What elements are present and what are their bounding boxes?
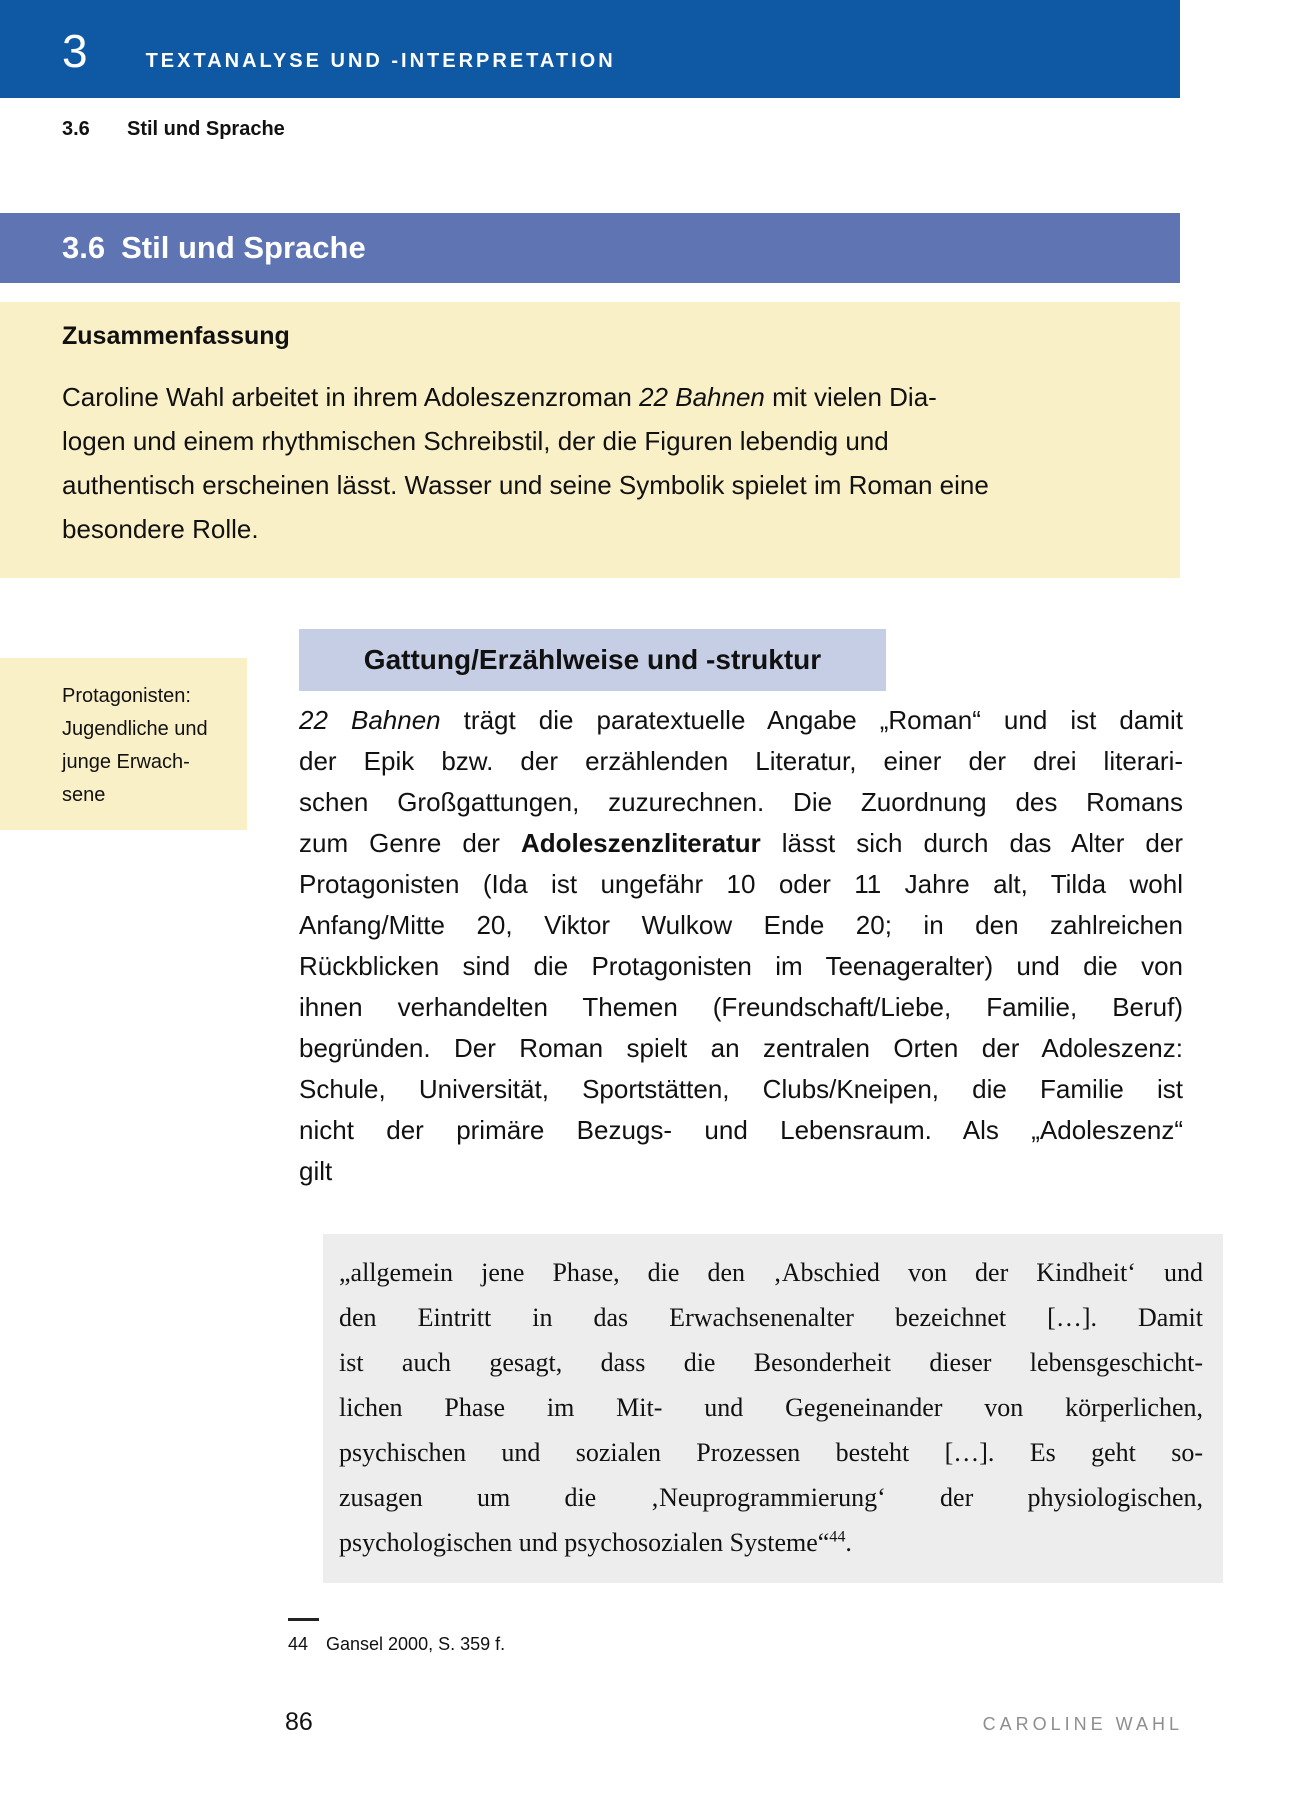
summary-text-line: logen und einem rhythmischen Schreibstil, der die Figuren lebendig und [62, 426, 889, 456]
summary-box [0, 302, 1180, 578]
body-line: Anfang/Mitte 20, Viktor Wulkow Ende 20; in den zahlreichen [299, 910, 1183, 940]
margin-note [0, 658, 247, 830]
body-line [299, 823, 1183, 864]
breadcrumb-number: 3.6 [62, 118, 90, 140]
quote-line: ist auch gesagt, dass die Besonderheit dieser lebensgeschicht- [339, 1348, 1203, 1377]
footnote-number: 44 [288, 1634, 309, 1654]
chapter-title: TEXTANALYSE UND -INTERPRETATION [145, 50, 616, 72]
body-text: trägt die paratextuelle Angabe „Roman“ und ist damit [440, 705, 1183, 735]
body-line: schen Großgattungen, zuzurechnen. Die Zuordnung des Romans [299, 787, 1183, 817]
summary-text-line [62, 375, 1160, 419]
summary-text-line: besondere Rolle. [62, 514, 259, 544]
running-title: CAROLINE WAHL [982, 1714, 1183, 1734]
page-number: 86 [285, 1708, 313, 1736]
body-line: gilt [299, 1156, 333, 1186]
summary-text: Caroline Wahl arbeitet in ihrem Adoleszenzroman [62, 382, 640, 412]
body-line: begründen. Der Roman spielt an zentralen Orten der Adoleszenz: [299, 1033, 1183, 1063]
body-line: der Epik bzw. der erzählenden Literatur, einer der drei literari- [299, 746, 1183, 776]
quote-line: zusagen um die ‚Neuprogrammierung‘ der physiologischen, [339, 1483, 1203, 1512]
section-title: Stil und Sprache [121, 230, 366, 265]
margin-note-line: junge Erwach- [62, 751, 190, 773]
body-line: ihnen verhandelten Themen (Freundschaft/Liebe, Familie, Beruf) [299, 992, 1183, 1022]
body-line: Schule, Universität, Sportstätten, Clubs/Kneipen, die Familie ist [299, 1074, 1183, 1104]
section-header [0, 213, 1180, 283]
quote-line: „allgemein jene Phase, die den ‚Abschied von der Kindheit‘ und [339, 1258, 1203, 1287]
quote-line: psychischen und sozialen Prozessen besteht […]. Es geht so- [339, 1438, 1203, 1467]
quote-line: lichen Phase im Mit- und Gegeneinander von körperlichen, [339, 1393, 1203, 1422]
breadcrumb [0, 118, 1180, 152]
margin-note-line: Jugendliche und [62, 718, 208, 740]
section-number: 3.6 [62, 230, 106, 265]
footnote [288, 1634, 505, 1655]
quote-line: den Eintritt in das Erwachsenenalter bezeichnet […]. Damit [339, 1303, 1203, 1332]
summary-text: mit vielen Dia- [764, 382, 937, 412]
footnote-reference: 44 [829, 1528, 846, 1546]
quote-box [323, 1234, 1223, 1583]
body-text: lässt sich durch das Alter der [760, 828, 1183, 858]
chapter-number: 3 [62, 25, 88, 77]
summary-title: Zusammenfassung [62, 322, 290, 350]
footnote-divider [288, 1618, 319, 1621]
body-line: nicht der primäre Bezugs- und Lebensraum. Als „Adoleszenz“ [299, 1115, 1183, 1145]
chapter-header-bar [0, 0, 1180, 98]
body-text: zum Genre der [299, 828, 521, 858]
quote-text: psychologischen und psychosozialen Systeme“ [339, 1528, 830, 1557]
book-title-italic: 22 Bahnen [299, 705, 441, 735]
body-line: Protagonisten (Ida ist ungefähr 10 oder 11 Jahre alt, Tilda wohl [299, 869, 1183, 899]
body-line [299, 700, 1183, 741]
body-paragraph [299, 700, 1183, 1192]
body-line: Rückblicken sind die Protagonisten im Teenageralter) und die von [299, 951, 1183, 981]
quote-text: . [845, 1528, 852, 1557]
footnote-text: Gansel 2000, S. 359 f. [326, 1634, 506, 1654]
quote-line [339, 1520, 1203, 1565]
breadcrumb-title: Stil und Sprache [127, 118, 285, 140]
book-title-italic: 22 Bahnen [639, 382, 765, 412]
margin-note-line: Protagonisten: [62, 685, 191, 707]
margin-note-line: sene [62, 784, 106, 806]
subsection-header: Gattung/Erzählweise und -struktur [299, 629, 886, 691]
keyword-bold: Adoleszenzliteratur [520, 828, 761, 858]
summary-text-line: authentisch erscheinen lässt. Wasser und seine Symbolik spielet im Roman eine [62, 470, 989, 500]
